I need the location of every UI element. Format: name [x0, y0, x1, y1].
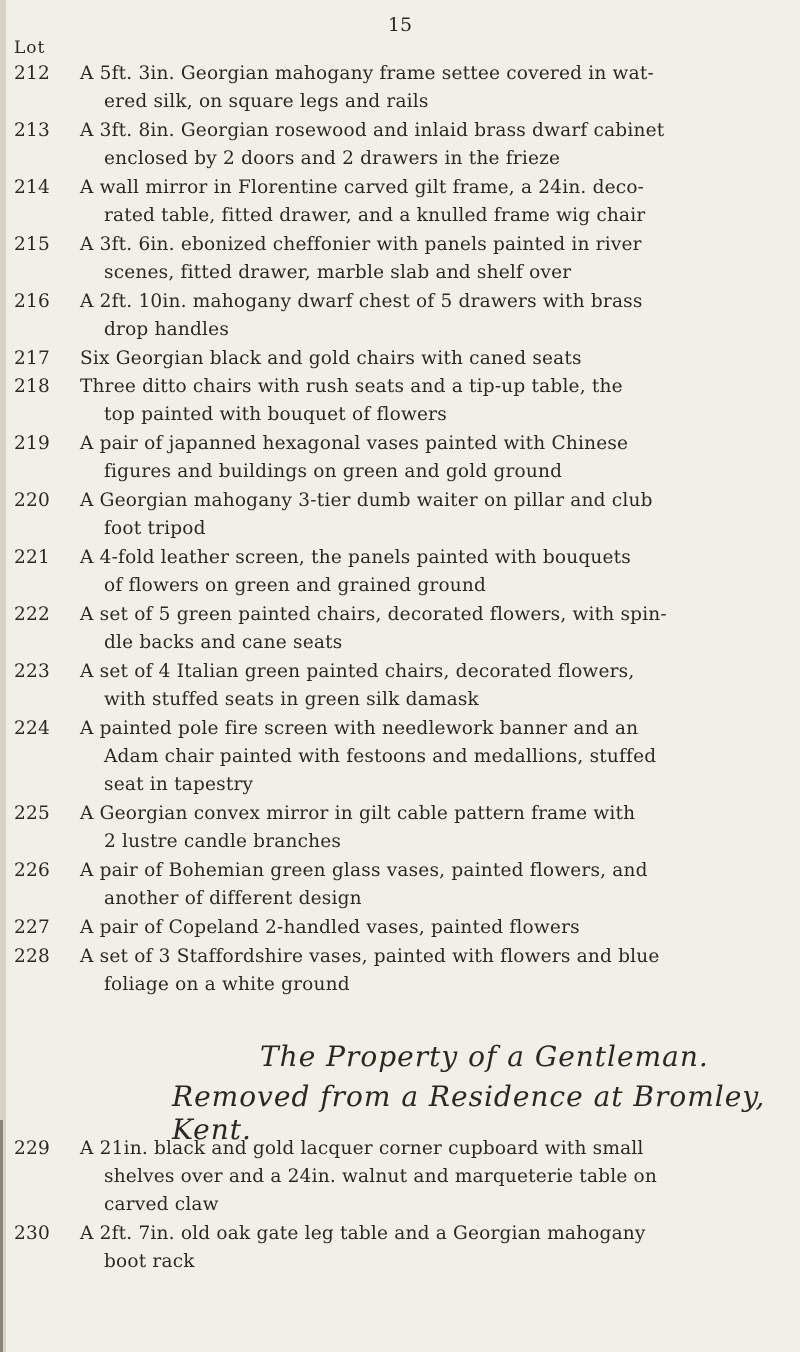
- lot-entry: [14, 943, 714, 999]
- lot-entry: [14, 1220, 714, 1276]
- lot-entry: [14, 288, 714, 344]
- lot-number: 213: [14, 120, 50, 141]
- lot-number: 228: [14, 946, 50, 967]
- lot-entry: [14, 373, 714, 429]
- lot-entry: [14, 231, 714, 287]
- lot-entry: [14, 715, 714, 799]
- lot-entry: [14, 658, 714, 714]
- lot-entry: [14, 430, 714, 486]
- lot-description-line: figures and buildings on green and gold ground: [104, 461, 563, 482]
- lot-description-line: Three ditto chairs with rush seats and a tip-up table, the: [80, 376, 623, 397]
- lot-number: 216: [14, 291, 50, 312]
- lot-description-line: enclosed by 2 doors and 2 drawers in the frieze: [104, 148, 561, 169]
- lot-number: 224: [14, 718, 50, 739]
- lot-description-line: A set of 3 Staffordshire vases, painted with flowers and blue: [80, 946, 660, 967]
- lot-number: 215: [14, 234, 50, 255]
- lot-description-line: foliage on a white ground: [104, 974, 350, 995]
- lot-number: 217: [14, 348, 50, 369]
- lot-entry: [14, 857, 714, 913]
- lot-description-line: Adam chair painted with festoons and medallions, stuffed: [104, 746, 657, 767]
- section-heading-removed: Removed from a Residence at Bromley, Kent.: [172, 1080, 766, 1146]
- lot-description-line: shelves over and a 24in. walnut and marqueterie table on: [104, 1166, 658, 1187]
- lot-number: 227: [14, 917, 50, 938]
- lot-number: 212: [14, 63, 50, 84]
- lot-entry: [14, 1135, 714, 1219]
- lot-description-line: A pair of Copeland 2-handled vases, painted flowers: [80, 917, 580, 938]
- lot-entry: [14, 544, 714, 600]
- lot-description-line: A pair of Bohemian green glass vases, painted flowers, and: [80, 860, 648, 881]
- lot-number: 218: [14, 376, 50, 397]
- lot-description-line: A 3ft. 8in. Georgian rosewood and inlaid brass dwarf cabinet: [80, 120, 665, 141]
- lot-description-line: A wall mirror in Florentine carved gilt frame, a 24in. deco-: [80, 177, 645, 198]
- lot-description-line: A 2ft. 10in. mahogany dwarf chest of 5 drawers with brass: [80, 291, 643, 312]
- lot-description-line: A 5ft. 3in. Georgian mahogany frame settee covered in wat-: [80, 63, 654, 84]
- lot-description-line: rated table, fitted drawer, and a knulled frame wig chair: [104, 205, 646, 226]
- lot-entry: [14, 487, 714, 543]
- lot-description-line: A pair of japanned hexagonal vases painted with Chinese: [80, 433, 629, 454]
- lot-description-line: A 3ft. 6in. ebonized cheffonier with panels painted in river: [80, 234, 642, 255]
- lot-entry: [14, 345, 714, 373]
- lot-number: 222: [14, 604, 50, 625]
- lot-number: 221: [14, 547, 50, 568]
- lot-description-line: boot rack: [104, 1251, 195, 1272]
- lot-description-line: top painted with bouquet of flowers: [104, 404, 447, 425]
- lot-description-line: A set of 5 green painted chairs, decorated flowers, with spin-: [80, 604, 667, 625]
- lot-description-line: scenes, fitted drawer, marble slab and shelf over: [104, 262, 572, 283]
- page-edge-dark: [0, 1120, 3, 1352]
- lot-description-line: A Georgian convex mirror in gilt cable pattern frame with: [80, 803, 636, 824]
- lot-number: 219: [14, 433, 50, 454]
- lot-entry: [14, 174, 714, 230]
- lot-description-line: 2 lustre candle branches: [104, 831, 342, 852]
- lot-entry: [14, 117, 714, 173]
- lot-description-line: of flowers on green and grained ground: [104, 575, 487, 596]
- lot-description-line: carved claw: [104, 1194, 219, 1215]
- lot-description-line: A 2ft. 7in. old oak gate leg table and a Georgian mahogany: [80, 1223, 646, 1244]
- lot-entry: [14, 800, 714, 856]
- page-number: 15: [387, 14, 413, 36]
- lot-number: 230: [14, 1223, 50, 1244]
- lot-description-line: ered silk, on square legs and rails: [104, 91, 429, 112]
- lot-number: 214: [14, 177, 50, 198]
- lot-description-line: with stuffed seats in green silk damask: [104, 689, 479, 710]
- lot-entry: [14, 601, 714, 657]
- lot-description-line: dle backs and cane seats: [104, 632, 343, 653]
- lot-number: 226: [14, 860, 50, 881]
- lot-description-line: A painted pole fire screen with needlework banner and an: [80, 718, 639, 739]
- lot-description-line: Six Georgian black and gold chairs with caned seats: [80, 348, 582, 369]
- lot-number: 220: [14, 490, 50, 511]
- lot-entry: [14, 60, 714, 116]
- lot-description-line: A set of 4 Italian green painted chairs, decorated flowers,: [80, 661, 635, 682]
- lot-entry: [14, 914, 714, 942]
- lot-description-line: another of different design: [104, 888, 362, 909]
- lot-description-line: A 4-fold leather screen, the panels painted with bouquets: [80, 547, 631, 568]
- lot-description-line: drop handles: [104, 319, 230, 340]
- lot-column-header: Lot: [14, 38, 46, 58]
- lot-description-line: A Georgian mahogany 3-tier dumb waiter on pillar and club: [80, 490, 653, 511]
- lot-description-line: foot tripod: [104, 518, 206, 539]
- lot-description-line: seat in tapestry: [104, 774, 254, 795]
- lot-number: 229: [14, 1138, 50, 1159]
- lot-description-line: A 21in. black and gold lacquer corner cupboard with small: [80, 1138, 644, 1159]
- lot-number: 223: [14, 661, 50, 682]
- section-heading-property: The Property of a Gentleman.: [260, 1040, 709, 1073]
- lot-number: 225: [14, 803, 50, 824]
